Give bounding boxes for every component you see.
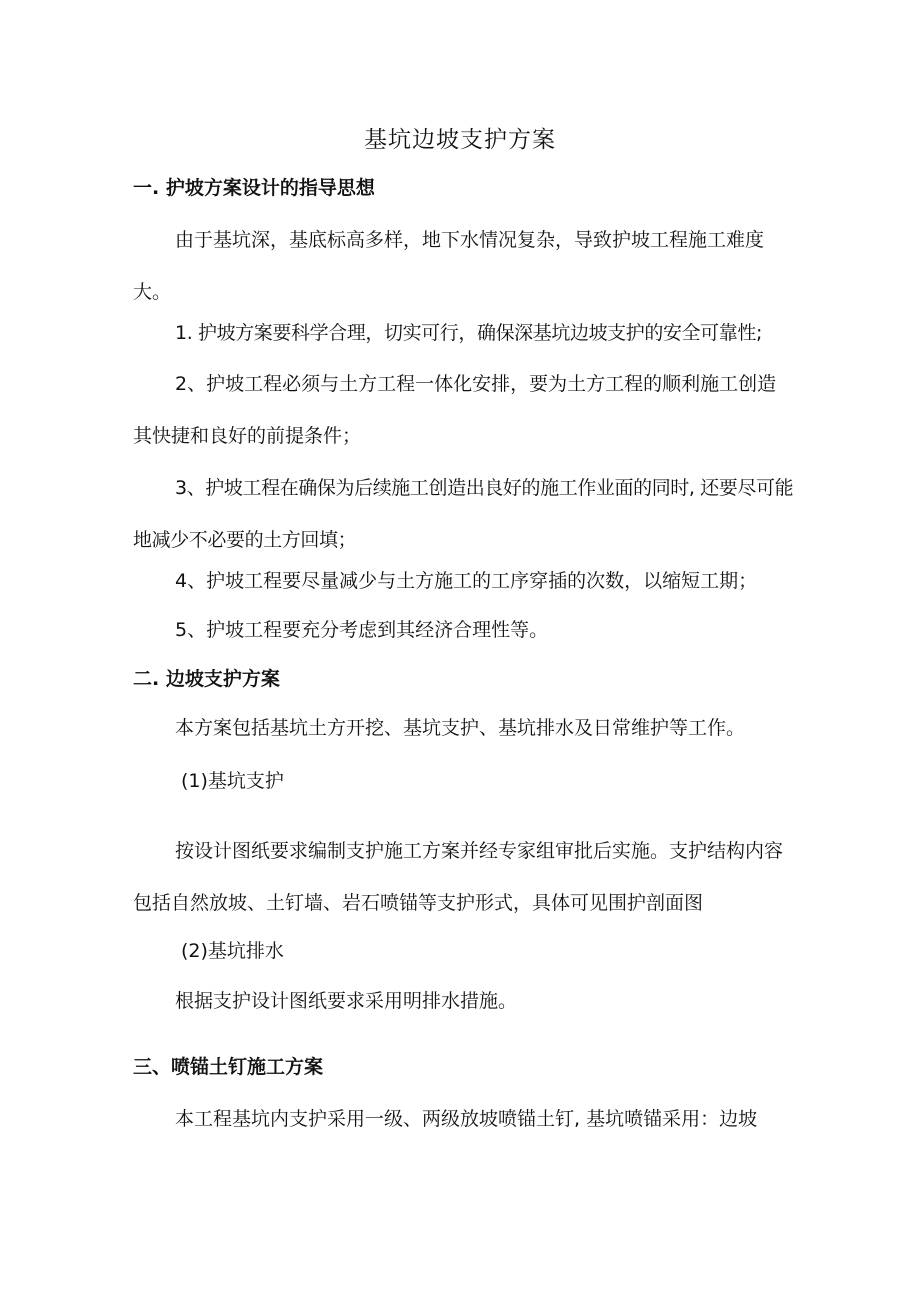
subsection-text-2: 根据支护设计图纸要求采用明排水措施。 (175, 990, 518, 1012)
section-heading-1: 一. 护坡方案设计的指导思想 (133, 177, 375, 199)
section-2-intro: 本方案包括基坑土方开挖、基坑支护、基坑排水及日常维护等工作。 (175, 717, 746, 739)
section-3-paragraph-1: 本工程基坑内支护采用一级、两级放坡喷锚土钉, 基坑喷锚采用：边坡 (175, 1108, 758, 1130)
section-1-paragraph-3: 2、护坡工程必须与土方工程一体化安排，要为土方工程的顺利施工创造其快捷和良好的前提条件； (133, 373, 777, 447)
subsection-title-2: (2)基坑排水 (181, 940, 284, 962)
section-1-paragraph-6: 5、护坡工程要充分考虑到其经济合理性等。 (175, 619, 549, 641)
section-heading-2: 二. 边坡支护方案 (133, 668, 280, 690)
document-title: 基坑边坡支护方案 (364, 127, 556, 153)
subsection-text-1: 按设计图纸要求编制支护施工方案并经专家组审批后实施。支护结构内容包括自然放坡、土钉墙、岩石喷锚等支护形式，具体可见围护剖面图 (133, 840, 784, 914)
section-1-paragraph-1: 由于基坑深，基底标高多样，地下水情况复杂，导致护坡工程施工难度大。 (133, 229, 765, 303)
subsection-title-1: (1)基坑支护 (181, 770, 284, 792)
section-1-paragraph-4: 3、护坡工程在确保为后续施工创造出良好的施工作业面的同时, 还要尽可能地减少不必要的土方回填； (133, 477, 794, 551)
section-1-paragraph-5: 4、护坡工程要尽量减少与土方施工的工序穿插的次数，以缩短工期； (175, 570, 758, 592)
section-1-paragraph-2: 1. 护坡方案要科学合理，切实可行，确保深基坑边坡支护的安全可靠性; (175, 322, 762, 344)
section-heading-3: 三、喷锚土钉施工方案 (133, 1056, 324, 1078)
